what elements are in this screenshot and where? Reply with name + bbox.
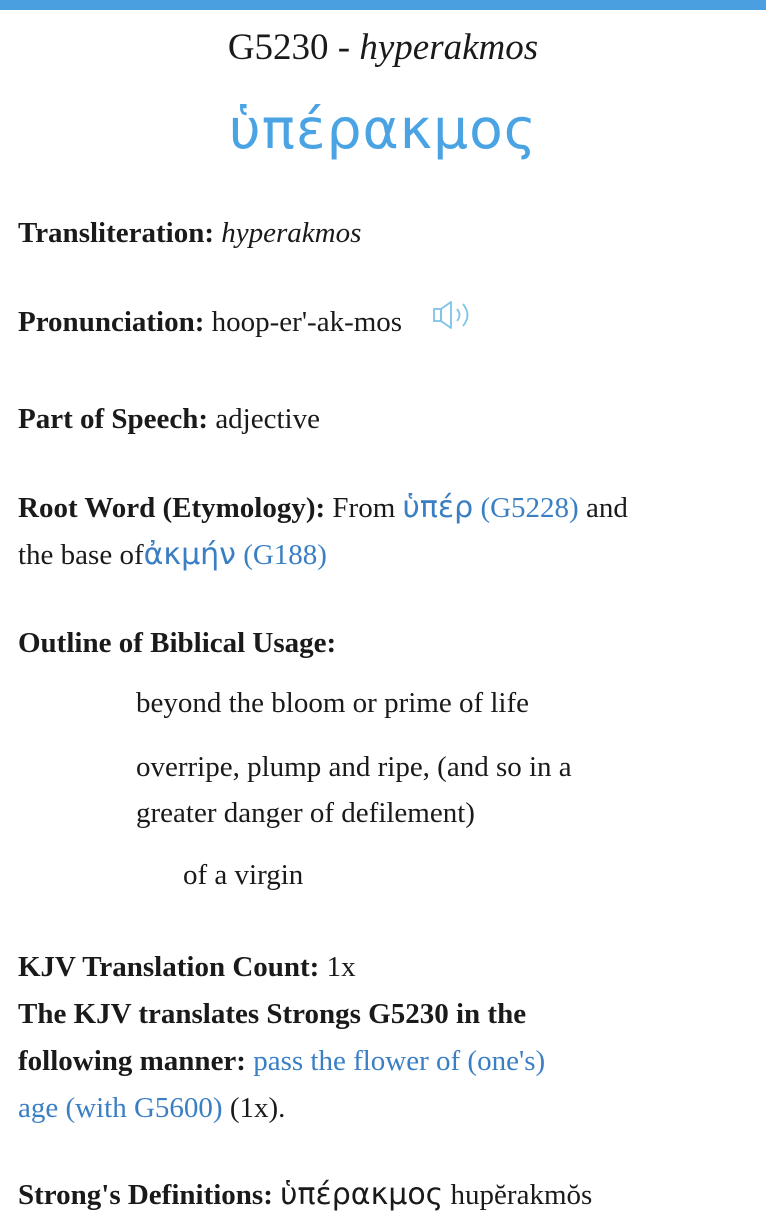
part-of-speech-row	[18, 396, 320, 442]
transliteration-value: hyperakmos	[221, 217, 362, 249]
root-word-from: From	[332, 492, 396, 524]
kjv-manner-row	[18, 1038, 545, 1084]
top-accent-bar	[0, 0, 766, 10]
kjv-translates-row	[18, 991, 526, 1037]
kjv-times: (1x).	[229, 1092, 286, 1124]
root-greek-word-1[interactable]: ὑπέρ	[402, 490, 474, 525]
kjv-count-label: KJV Translation Count:	[18, 951, 320, 983]
strongs-number: G5230 -	[227, 27, 360, 68]
root-word-base-of: the base of	[18, 539, 144, 571]
outline-item-2-line-1: overripe, plump and ripe, (and so in a	[136, 751, 572, 783]
outline-item-1: beyond the bloom or prime of life	[136, 687, 530, 719]
kjv-translates-text: The KJV translates Strongs G5230 in the	[18, 998, 527, 1030]
speaker-icon[interactable]	[431, 298, 483, 346]
kjv-manner-row-2	[18, 1085, 285, 1131]
root-word-row	[18, 485, 628, 531]
kjv-translation-link[interactable]: pass the flower of (one's)	[253, 1045, 546, 1077]
root-word-and: and	[585, 492, 628, 524]
outline-heading	[18, 620, 336, 666]
root-word-label: Root Word (Etymology):	[18, 492, 326, 524]
root-reference-link-1[interactable]: (G5228)	[480, 492, 579, 524]
greek-word-title: ὑπέρακμος	[228, 97, 538, 161]
title-transliteration: hyperakmos	[359, 27, 539, 68]
strongs-definitions-row	[18, 1172, 592, 1218]
strongs-definitions-label: Strong's Definitions:	[18, 1179, 273, 1211]
root-word-row-2	[18, 532, 327, 578]
transliteration-label: Transliteration:	[18, 217, 214, 249]
kjv-translation-link-2[interactable]: age (with G5600)	[18, 1092, 223, 1124]
page-title	[0, 26, 766, 70]
kjv-count-row	[18, 944, 356, 990]
strongs-definitions-greek: ὑπέρακμος	[280, 1177, 444, 1212]
strongs-definitions-transliteration: hupĕrakmŏs	[450, 1179, 593, 1211]
pronunciation-label: Pronunciation:	[18, 306, 205, 338]
part-of-speech-value: adjective	[215, 403, 320, 435]
pronunciation-value: hoop-er'-ak-mos	[211, 306, 403, 338]
root-reference-link-2[interactable]: (G188)	[243, 539, 327, 571]
transliteration-row	[18, 210, 361, 256]
part-of-speech-label: Part of Speech:	[18, 403, 209, 435]
kjv-manner-label: following manner:	[18, 1045, 246, 1077]
outline-item-3: of a virgin	[183, 859, 304, 891]
outline-item-2-line-2: greater danger of defilement)	[136, 797, 475, 829]
outline-label: Outline of Biblical Usage:	[18, 627, 337, 659]
kjv-count-value: 1x	[326, 951, 356, 983]
pronunciation-row	[18, 299, 483, 346]
root-greek-word-2[interactable]: ἀκμήν	[143, 537, 236, 572]
